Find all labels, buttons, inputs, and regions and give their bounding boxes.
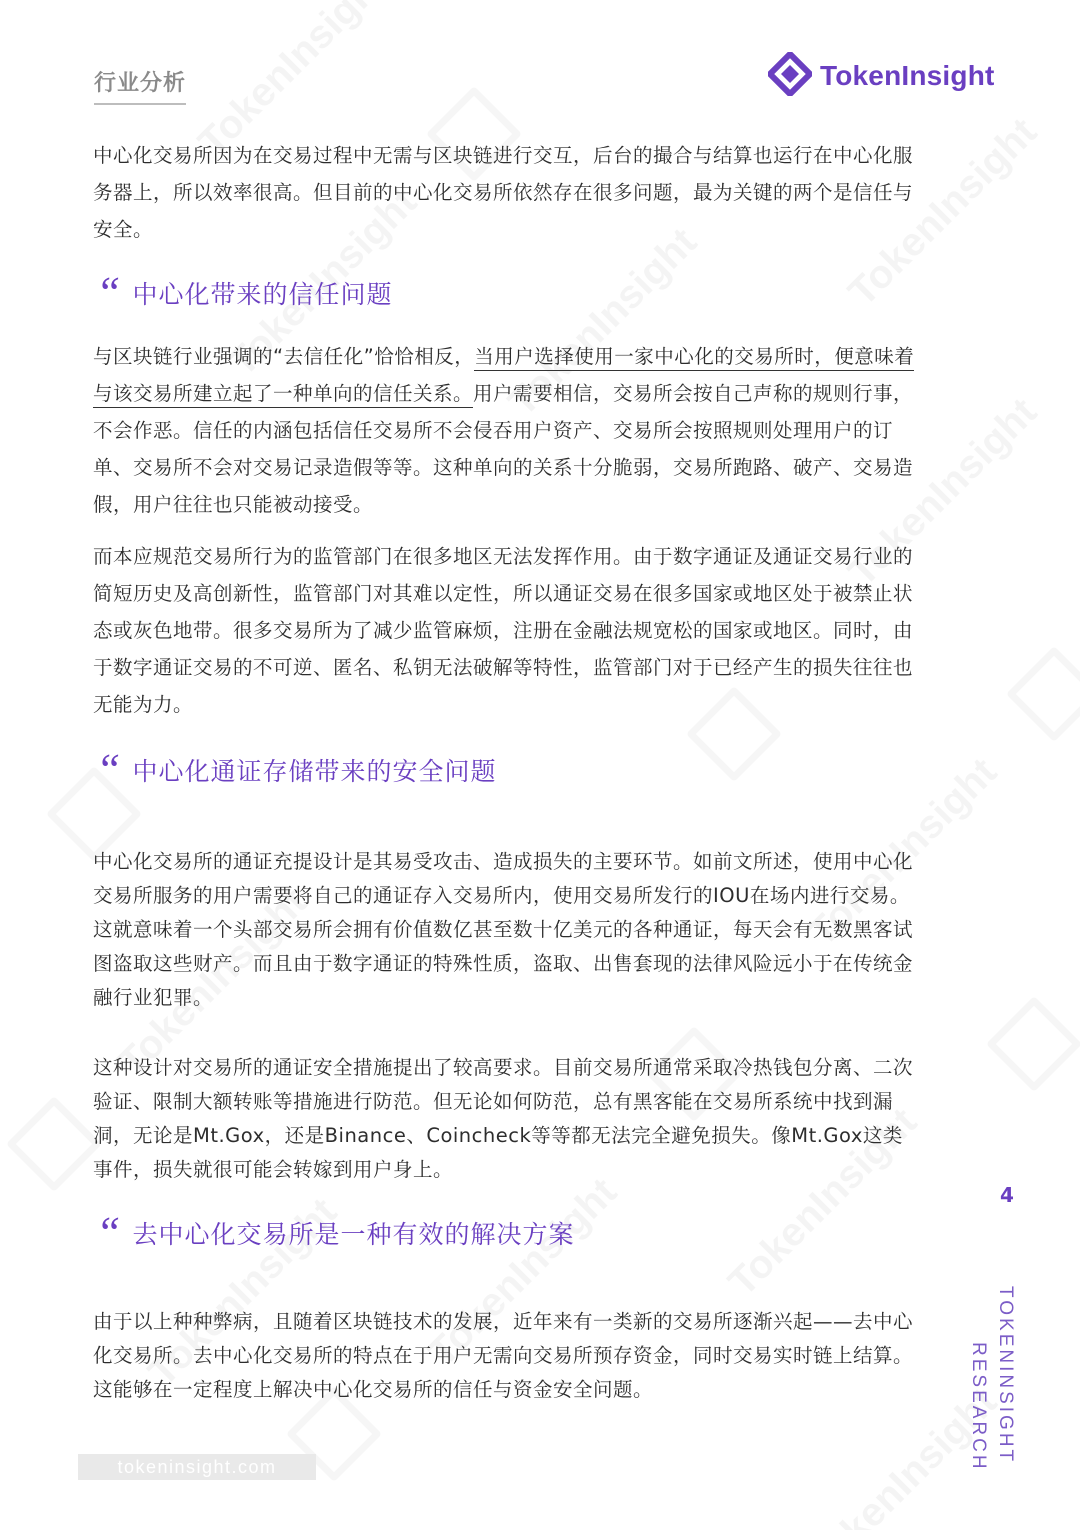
- trust-p1-underlined: 当用户选择使用一家中心化的交易所时，便意味着与该交易所建立起了一种单向的信任关系。: [93, 345, 914, 408]
- page-number: 4: [1000, 1183, 1014, 1207]
- trust-heading-text: 中心化带来的信任问题: [132, 280, 393, 309]
- watermark-mark-icon: [986, 996, 1080, 1092]
- quote-mark-icon: “: [96, 268, 121, 317]
- vertical-brand-line-1: TOKENINSIGHT: [995, 1286, 1016, 1465]
- trust-paragraph-2: 而本应规范交易所行为的监管部门在很多地区无法发挥作用。由于数字通证及通证交易行业的简短历史及高创新性，监管部门对其难以定性，所以通证交易在很多国家或地区处于被禁止状态或灰色地带。很多交易所为了减少监管麻烦，注册在金融法规宽松的国家或地区。同时，由于数字通证交易的不可逆、匿名、私钥无法破解等特性，监管部门对于已经产生的损失往往也无能为力。: [93, 545, 914, 716]
- website-url[interactable]: tokeninsight.com: [78, 1454, 316, 1480]
- trust-heading: [96, 268, 393, 317]
- tokeninsight-logo-icon: [768, 52, 812, 100]
- intro-paragraph: 中心化交易所因为在交易过程中无需与区块链进行交互，后台的撮合与结算也运行在中心化服务器上，所以效率很高。但目前的中心化交易所依然存在很多问题，最为关键的两个是信任与安全。: [93, 144, 914, 241]
- quote-mark-icon: “: [96, 1208, 121, 1257]
- watermark-mark-icon: [1006, 646, 1080, 742]
- solution-heading-text: 去中心化交易所是一种有效的解决方案: [132, 1220, 575, 1249]
- trust-p1-intro: 与区块链行业强调的“去信任化”恰恰相反，: [93, 345, 475, 368]
- solution-paragraph: 由于以上种种弊病，且随着区块链技术的发展，近年来有一类新的交易所逐渐兴起——去中心化交易所。去中心化交易所的特点在于用户无需向交易所预存资金，同时交易实时链上结算。这能够在一定程度上解决中心化交易所的信任与资金安全问题。: [93, 1310, 914, 1401]
- quote-mark-icon: “: [96, 745, 121, 794]
- security-paragraph-1: 中心化交易所的通证充提设计是其易受攻击、造成损失的主要环节。如前文所述，使用中心化交易所服务的用户需要将自己的通证存入交易所内，使用交易所发行的IOU在场内进行交易。这就意味着一个头部交易所会拥有价值数亿甚至数十亿美元的各种通证，每天会有无数黑客试图盗取这些财产。而且由于数字通证的特殊性质，盗取、出售套现的法律风险远小于在传统金融行业犯罪。: [93, 850, 914, 1009]
- tokeninsight-logo: [768, 52, 995, 100]
- trust-paragraph-1: [93, 338, 915, 523]
- vertical-brand-line-2: RESEARCH: [968, 1342, 989, 1472]
- section-label: 行业分析: [94, 66, 186, 105]
- security-heading: [96, 745, 497, 794]
- watermark-mark-icon: [6, 1096, 102, 1192]
- security-heading-text: 中心化通证存储带来的安全问题: [132, 757, 497, 786]
- logo-text: TokenInsight: [820, 60, 995, 91]
- trust-p1-rest: 用户需要相信，交易所会按自己声称的规则行事，不会作恶。信任的内涵包括信任交易所不会侵吞用户资产、交易所会按照规则处理用户的订单、交易所不会对交易记录造假等等。这种单向的关系十分脆弱，交易所跑路、破产、交易造假，用户往往也只能被动接受。: [93, 382, 914, 516]
- security-paragraph-2: 这种设计对交易所的通证安全措施提出了较高要求。目前交易所通常采取冷热钱包分离、二次验证、限制大额转账等措施进行防范。但无论如何防范，总有黑客能在交易所系统中找到漏洞，无论是Mt.Gox，还是Binance、Coincheck等等都无法完全避免损失。像Mt.Gox这类事件，损失就很可能会转嫁到用户身上。: [93, 1056, 914, 1181]
- solution-heading: [96, 1208, 575, 1257]
